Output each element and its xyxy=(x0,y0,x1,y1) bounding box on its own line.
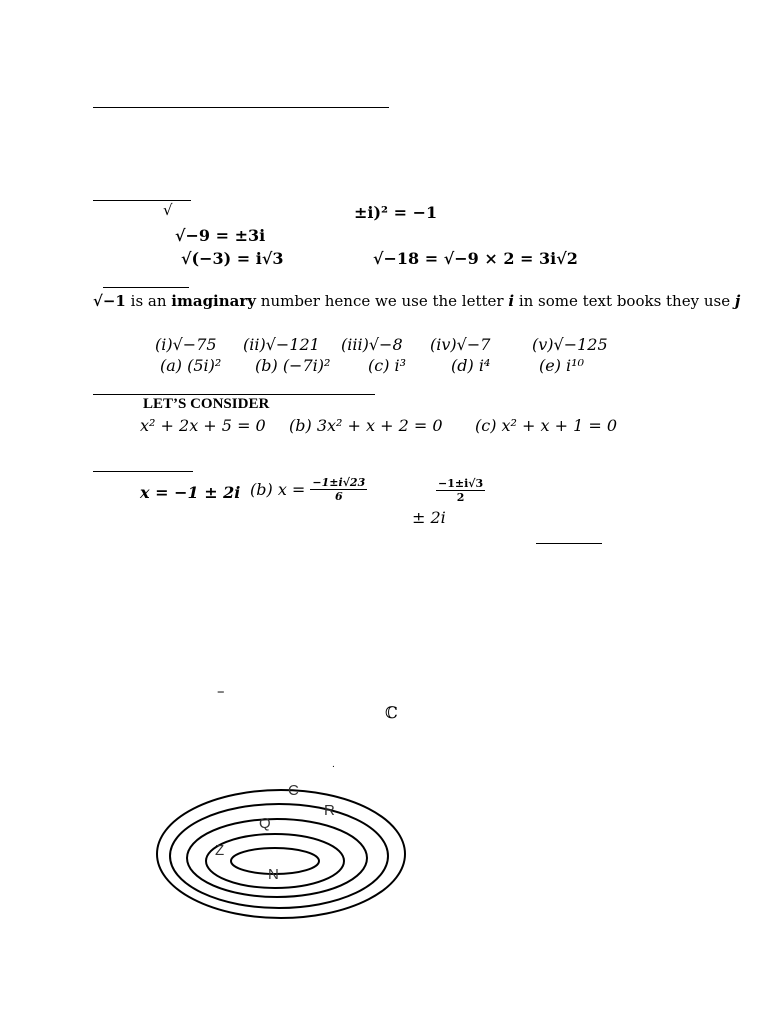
section-rule-4 xyxy=(93,471,193,472)
sqrt-neg18-expression: √−18 = √−9 × 2 = 3i√2 xyxy=(373,249,578,268)
sentence-text-1: is an xyxy=(125,292,172,310)
solution-b-label: (b) x = xyxy=(250,480,306,499)
imaginary-word: imaginary xyxy=(171,292,257,310)
lets-consider-heading: LET’S CONSIDER xyxy=(143,396,270,412)
fraction-numerator: −1±i√3 xyxy=(438,477,484,490)
complex-symbol: ℂ xyxy=(385,703,398,722)
venn-label-n: N xyxy=(268,866,279,883)
section-rule-5 xyxy=(536,543,602,544)
equation-a: x² + 2x + 5 = 0 xyxy=(140,416,266,435)
section-rule-1 xyxy=(93,200,191,201)
exercise-item: (e) i¹⁰ xyxy=(539,356,584,375)
solution-c-frac xyxy=(436,477,485,504)
fraction-denominator: 6 xyxy=(335,490,343,503)
set-c-ellipse xyxy=(157,790,405,918)
exercise-item: (b) (−7i)² xyxy=(255,356,331,375)
section-rule-3 xyxy=(93,394,375,395)
exercise-item: (iii)√−8 xyxy=(341,335,403,354)
exercise-item: (iv)√−7 xyxy=(430,335,491,354)
stray-dash: – xyxy=(217,682,225,700)
i-squared-identity: ±i)² = −1 xyxy=(354,203,438,222)
fraction-denominator: 2 xyxy=(456,491,465,504)
equation-b: (b) 3x² + x + 2 = 0 xyxy=(289,416,443,435)
set-q-ellipse xyxy=(187,819,367,897)
stray-dot: . xyxy=(332,760,335,770)
imaginary-sentence xyxy=(93,292,740,310)
venn-label-q: Q xyxy=(259,815,271,832)
sentence-text-3: in some text books they use xyxy=(514,292,735,310)
letter-j: j xyxy=(734,292,741,310)
section-rule-2 xyxy=(103,287,189,288)
venn-label-z: Z xyxy=(215,842,225,859)
exercise-item: (d) i⁴ xyxy=(451,356,491,375)
exercise-item: (c) i³ xyxy=(368,356,407,375)
solution-c-fraction xyxy=(436,477,485,504)
solution-a: x = −1 ± 2i xyxy=(140,483,241,502)
number-sets-diagram xyxy=(155,780,415,930)
exercise-item: (v)√−125 xyxy=(532,335,608,354)
sqrt-neg1: √−1 xyxy=(93,292,126,310)
sqrt-symbol: √ xyxy=(163,201,173,219)
plus-minus-2i: ± 2i xyxy=(412,508,446,527)
sentence-text-2: number hence we use the letter xyxy=(256,292,509,310)
exercise-item: (i)√−75 xyxy=(155,335,217,354)
venn-label-r: R xyxy=(324,802,335,819)
heading-rule xyxy=(93,107,389,108)
solution-b xyxy=(250,476,367,503)
exercise-item: (a) (5i)² xyxy=(160,356,222,375)
fraction-numerator: −1±i√23 xyxy=(312,476,366,489)
sqrt-neg3-expression: √(−3) = i√3 xyxy=(181,249,284,268)
equation-c: (c) x² + x + 1 = 0 xyxy=(475,416,618,435)
exercise-item: (ii)√−121 xyxy=(243,335,320,354)
letter-i: i xyxy=(508,292,515,310)
venn-label-c: C xyxy=(288,782,299,799)
sqrt-neg9-expression: √−9 = ±3i xyxy=(175,226,266,245)
solution-b-fraction xyxy=(310,476,367,503)
